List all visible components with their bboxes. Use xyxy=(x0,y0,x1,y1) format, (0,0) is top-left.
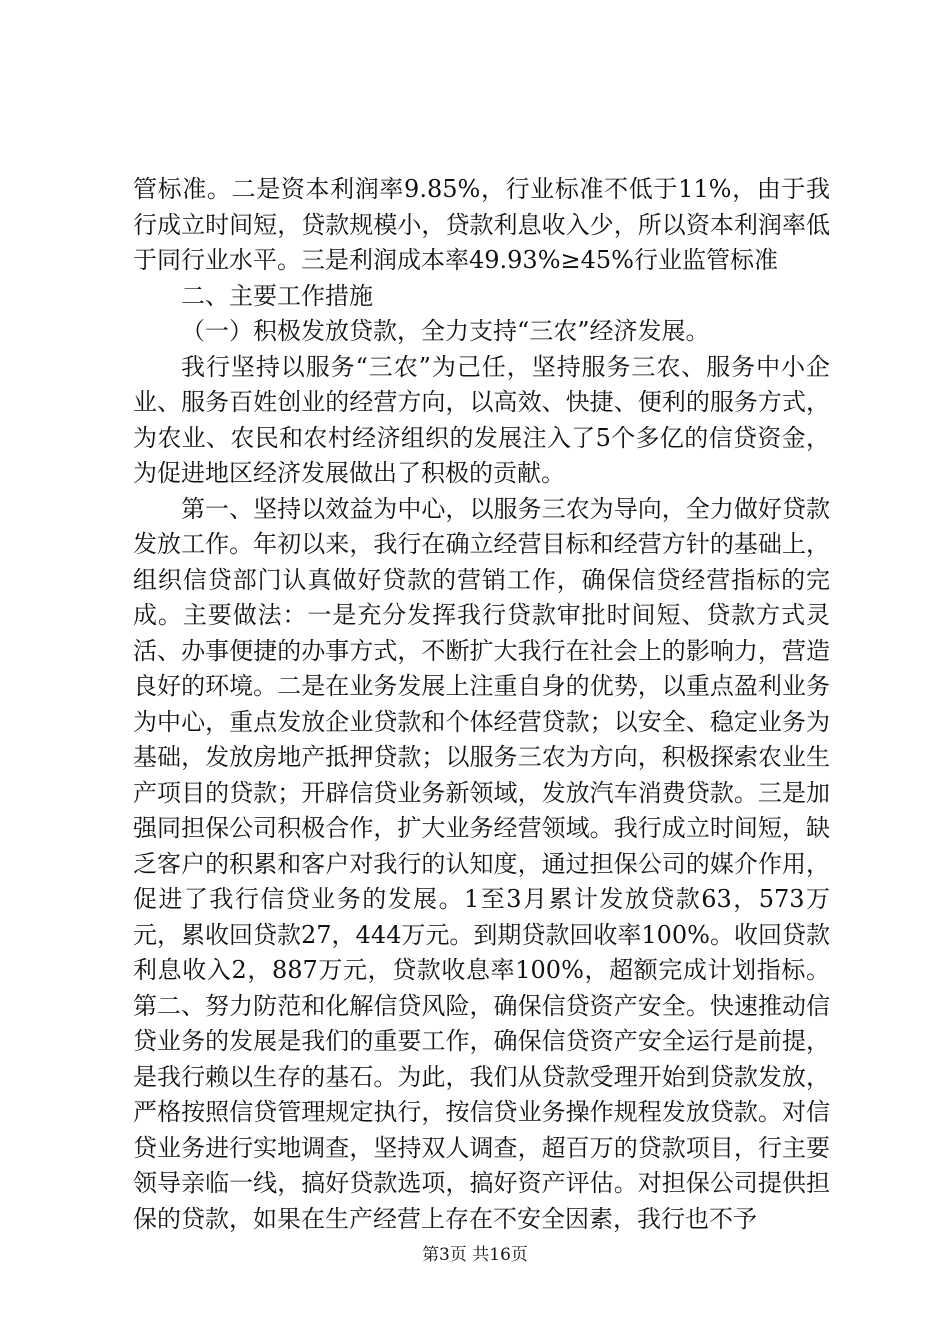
document-body xyxy=(133,172,830,1237)
paragraph: 我行坚持以服务“三农”为己任，坚持服务三农、服务中小企业、服务百姓创业的经营方向，以高效、快捷、便利的服务方式，为农业、农民和农村经济组织的发展注入了5个多亿的信贷资金，为促进地区经济发展做出了积极的贡献。 xyxy=(133,352,830,487)
paragraph-continuation: 管标准。二是资本利润率9.85%，行业标准不低于11%，由于我行成立时间短，贷款规模小，贷款利息收入少，所以资本利润率低于同行业水平。三是利润成本率49.93%≥45%行业监管标准 xyxy=(133,175,830,274)
subsection-heading: （一）积极发放贷款，全力支持“三农”经济发展。 xyxy=(181,317,710,345)
section-heading: 二、主要工作措施 xyxy=(181,281,373,310)
page-footer: 第3页 共16页 xyxy=(422,1245,528,1265)
paragraph: 第一、坚持以效益为中心，以服务三农为导向，全力做好贷款发放工作。年初以来，我行在确立经营目标和经营方针的基础上，组织信贷部门认真做好贷款的营销工作，确保信贷经营指标的完成。主要做法：一是充分发挥我行贷款审批时间短、贷款方式灵活、办事便捷的办事方式，不断扩大我行在社会上的影响力，营造良好的环境。二是在业务发展上注重自身的优势，以重点盈利业务为中心，重点发放企业贷款和个体经营贷款；以安全、稳定业务为基础，发放房地产抵押贷款；以服务三农为方向，积极探索农业生产项目的贷款；开辟信贷业务新领域，发放汽车消费贷款。三是加强同担保公司积极合作，扩大业务经营领域。我行成立时间短，缺乏客户的积累和客户对我行的认知度，通过担保公司的媒介作用，促进了我行信贷业务的发展。1至3月累计发放贷款63，573万元，累收回贷款27，444万元。到期贷款回收率100%。收回贷款利息收入2，887万元，贷款收息率100%，超额完成计划指标。第二、努力防范和化解信贷风险，确保信贷资产安全。快速推动信贷业务的发展是我们的重要工作，确保信贷资产安全运行是前提，是我行赖以生存的基石。为此，我们从贷款受理开始到贷款发放，严格按照信贷管理规定执行，按信贷业务操作规程发放贷款。对信贷业务进行实地调查，坚持双人调查，超百万的贷款项目，行主要领导亲临一线，搞好贷款选项，搞好资产评估。对担保公司提供担保的贷款，如果在生产经营上存在不安全因素，我行也不予 xyxy=(133,494,830,1233)
